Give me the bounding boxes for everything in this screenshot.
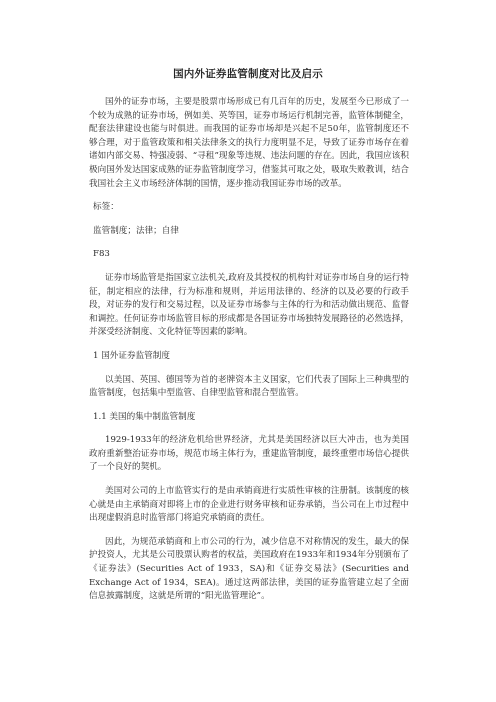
- intro-paragraph: 证券市场监管是指国家立法机关,政府及其授权的机构针对证券市场自身的运行特征，制定相应的法律，行为标准和规则，并运用法律的、经济的以及必要的行政手段，对证券的发行和交易过程，以及证券市场参与主体的行为和活动做出规范、监督和调控。任何证券市场监管目标的形成都是各国证券市场独特发展路径的必然选择，并深受经济制度、文化特征等因素的影响。: [89, 272, 409, 338]
- keywords: 监管制度；法律；自律: [93, 225, 179, 236]
- document-body: [89, 96, 409, 614]
- keywords-label: 标签：: [93, 202, 119, 213]
- abstract-paragraph: 国外的证券市场，主要是股票市场形成已有几百年的历史，发展至今已形成了一个较为成熟的证券市场，例如美、英等国，证券市场运行机制完善，监管体制健全，配套法律建设也能与时俱进。而我国的证券市场却是兴起不足50年，监管制度还不够合理，对于监管政策和相关法律条文的执行力度明显不足，导致了证券市场存在着诸如内部交易、特强凌弱、“寻租”现象等违规、违法问题的存在。因此，我国应该积极向国外发达国家成熟的证券监管制度学习，借鉴其可取之处，吸取失败教训，结合我国社会主义市场经济体制的国情，逐步推动我国证券市场的改革。: [89, 97, 409, 189]
- classification-number: F83: [93, 249, 110, 260]
- paragraph-securities-acts: 因此，为规范承销商和上市公司的行为，减少信息不对称情况的发生，最大的保护投资人，尤其是公司股票认购者的权益，美国政府在1933年和1934年分别颁布了《证券法》(Securities Act of 1933，SA)和《证券交易法》(Securities and Exchange Act of 1934，SEA)。通过这两部法律，美国的证券监管建立起了全面信息披露制度，这就是所谓的“阳光监管理论”。: [89, 536, 409, 602]
- paragraph-registration-system: 美国对公司的上市监管实行的是由承销商进行实质性审核的注册制。该制度的核心就是由主承销商对即将上市的企业进行财务审核和证券承销，当公司在上市过程中出现虚假消息时监管部门将追究承销商的责任。: [89, 486, 409, 524]
- section-1-heading: 1 国外证券监管制度: [93, 350, 170, 361]
- section-1-1-heading: 1.1 美国的集中制监管制度: [93, 411, 196, 422]
- paragraph-1929-crisis: 1929-1933年的经济危机给世界经济，尤其是美国经济以巨大冲击，也为美国政府重新整治证券市场，规范市场主体行为，重建监管制度，最终重塑市场信心提供了一个良好的契机。: [89, 435, 409, 473]
- section-1-paragraph: 以美国、英国、德国等为首的老牌资本主义国家，它们代表了国际上三种典型的监管制度，包括集中型监管、自律型监管和混合型监管。: [89, 374, 409, 399]
- document-title: 国内外证券监管制度对比及启示: [173, 68, 323, 80]
